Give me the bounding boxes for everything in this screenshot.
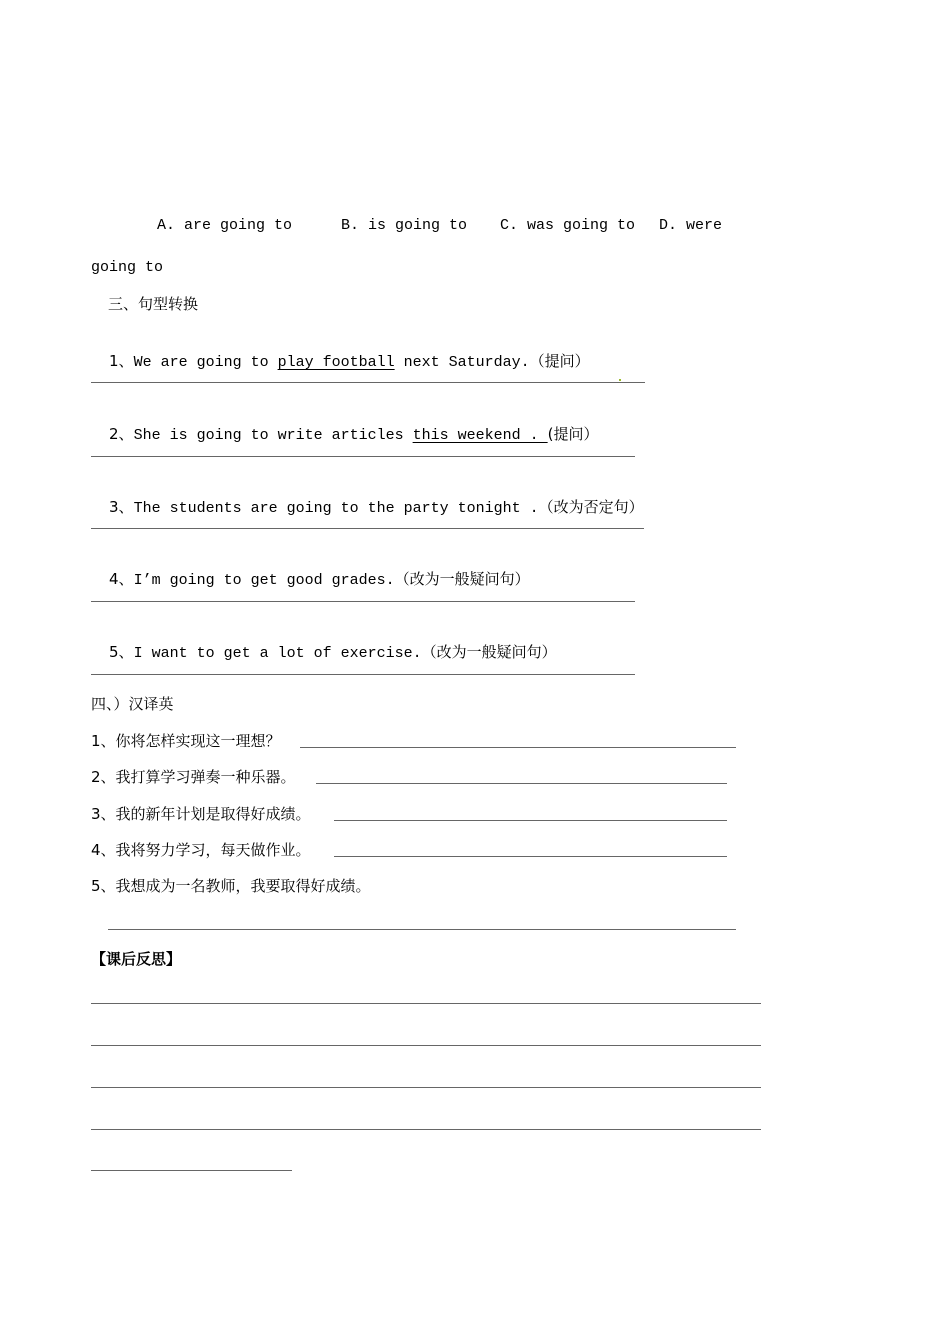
item-underlined: this weekend .	[412, 427, 548, 444]
item-text: She is going to write articles	[133, 427, 413, 444]
item-text: I’m going to get good grades.	[133, 572, 395, 589]
reflection-line[interactable]	[91, 1170, 292, 1171]
item-note: (提问）	[547, 425, 599, 443]
answer-line[interactable]	[300, 747, 736, 748]
section4-item-2: 2、我打算学习弹奏一种乐器。	[91, 768, 296, 786]
answer-line[interactable]	[91, 382, 645, 383]
option-c: C. was going to	[500, 217, 636, 234]
section4-item-3: 3、我的新年计划是取得好成绩。	[91, 805, 311, 823]
section3-item-3	[91, 477, 644, 519]
section3-item-5	[91, 622, 557, 664]
reflection-line[interactable]	[91, 1129, 761, 1130]
reflection-line[interactable]	[91, 1087, 761, 1088]
item-text: The students are going to the party tonight .	[133, 500, 539, 517]
answer-line[interactable]	[334, 820, 727, 821]
answer-line[interactable]	[334, 856, 727, 857]
option-a: A. are going to	[157, 217, 293, 234]
answer-line[interactable]	[316, 783, 727, 784]
answer-line[interactable]	[91, 456, 635, 457]
section4-item-4: 4、我将努力学习，每天做作业。	[91, 841, 311, 859]
item-note: （提问）	[529, 352, 590, 370]
option-d: D. were	[659, 217, 723, 234]
section3-item-1	[91, 331, 590, 373]
item-note: （改为一般疑问句）	[421, 643, 557, 661]
section3-item-2	[91, 404, 599, 446]
item-number: 4、	[109, 570, 134, 588]
section4-title: 四、）汉译英	[91, 695, 174, 713]
reflection-line[interactable]	[91, 1045, 761, 1046]
item-note: （改为否定句）	[538, 498, 644, 516]
section3-item-4	[91, 549, 530, 591]
item-underlined: play football	[277, 354, 395, 371]
answer-line[interactable]	[91, 674, 635, 675]
item-number: 2、	[109, 425, 134, 443]
item-text: We are going to	[133, 354, 278, 371]
marker-dot	[619, 379, 621, 381]
section4-item-5: 5、我想成为一名教师，我要取得好成绩。	[91, 877, 371, 895]
option-b: B. is going to	[341, 217, 468, 234]
item-text: I want to get a lot of exercise.	[133, 645, 422, 662]
item-number: 1、	[109, 352, 134, 370]
item-note: （改为一般疑问句）	[394, 570, 530, 588]
answer-line[interactable]	[91, 528, 644, 529]
item-text-after: next Saturday.	[394, 354, 530, 371]
item-number: 3、	[109, 498, 134, 516]
answer-line[interactable]	[108, 929, 736, 930]
option-d-continuation: going to	[91, 259, 164, 276]
reflection-title: 【课后反思】	[91, 950, 182, 968]
reflection-line[interactable]	[91, 1003, 761, 1004]
section3-title: 三、句型转换	[108, 295, 199, 313]
answer-line[interactable]	[91, 601, 635, 602]
section4-item-1: 1、你将怎样实现这一理想？	[91, 732, 281, 750]
item-number: 5、	[109, 643, 134, 661]
